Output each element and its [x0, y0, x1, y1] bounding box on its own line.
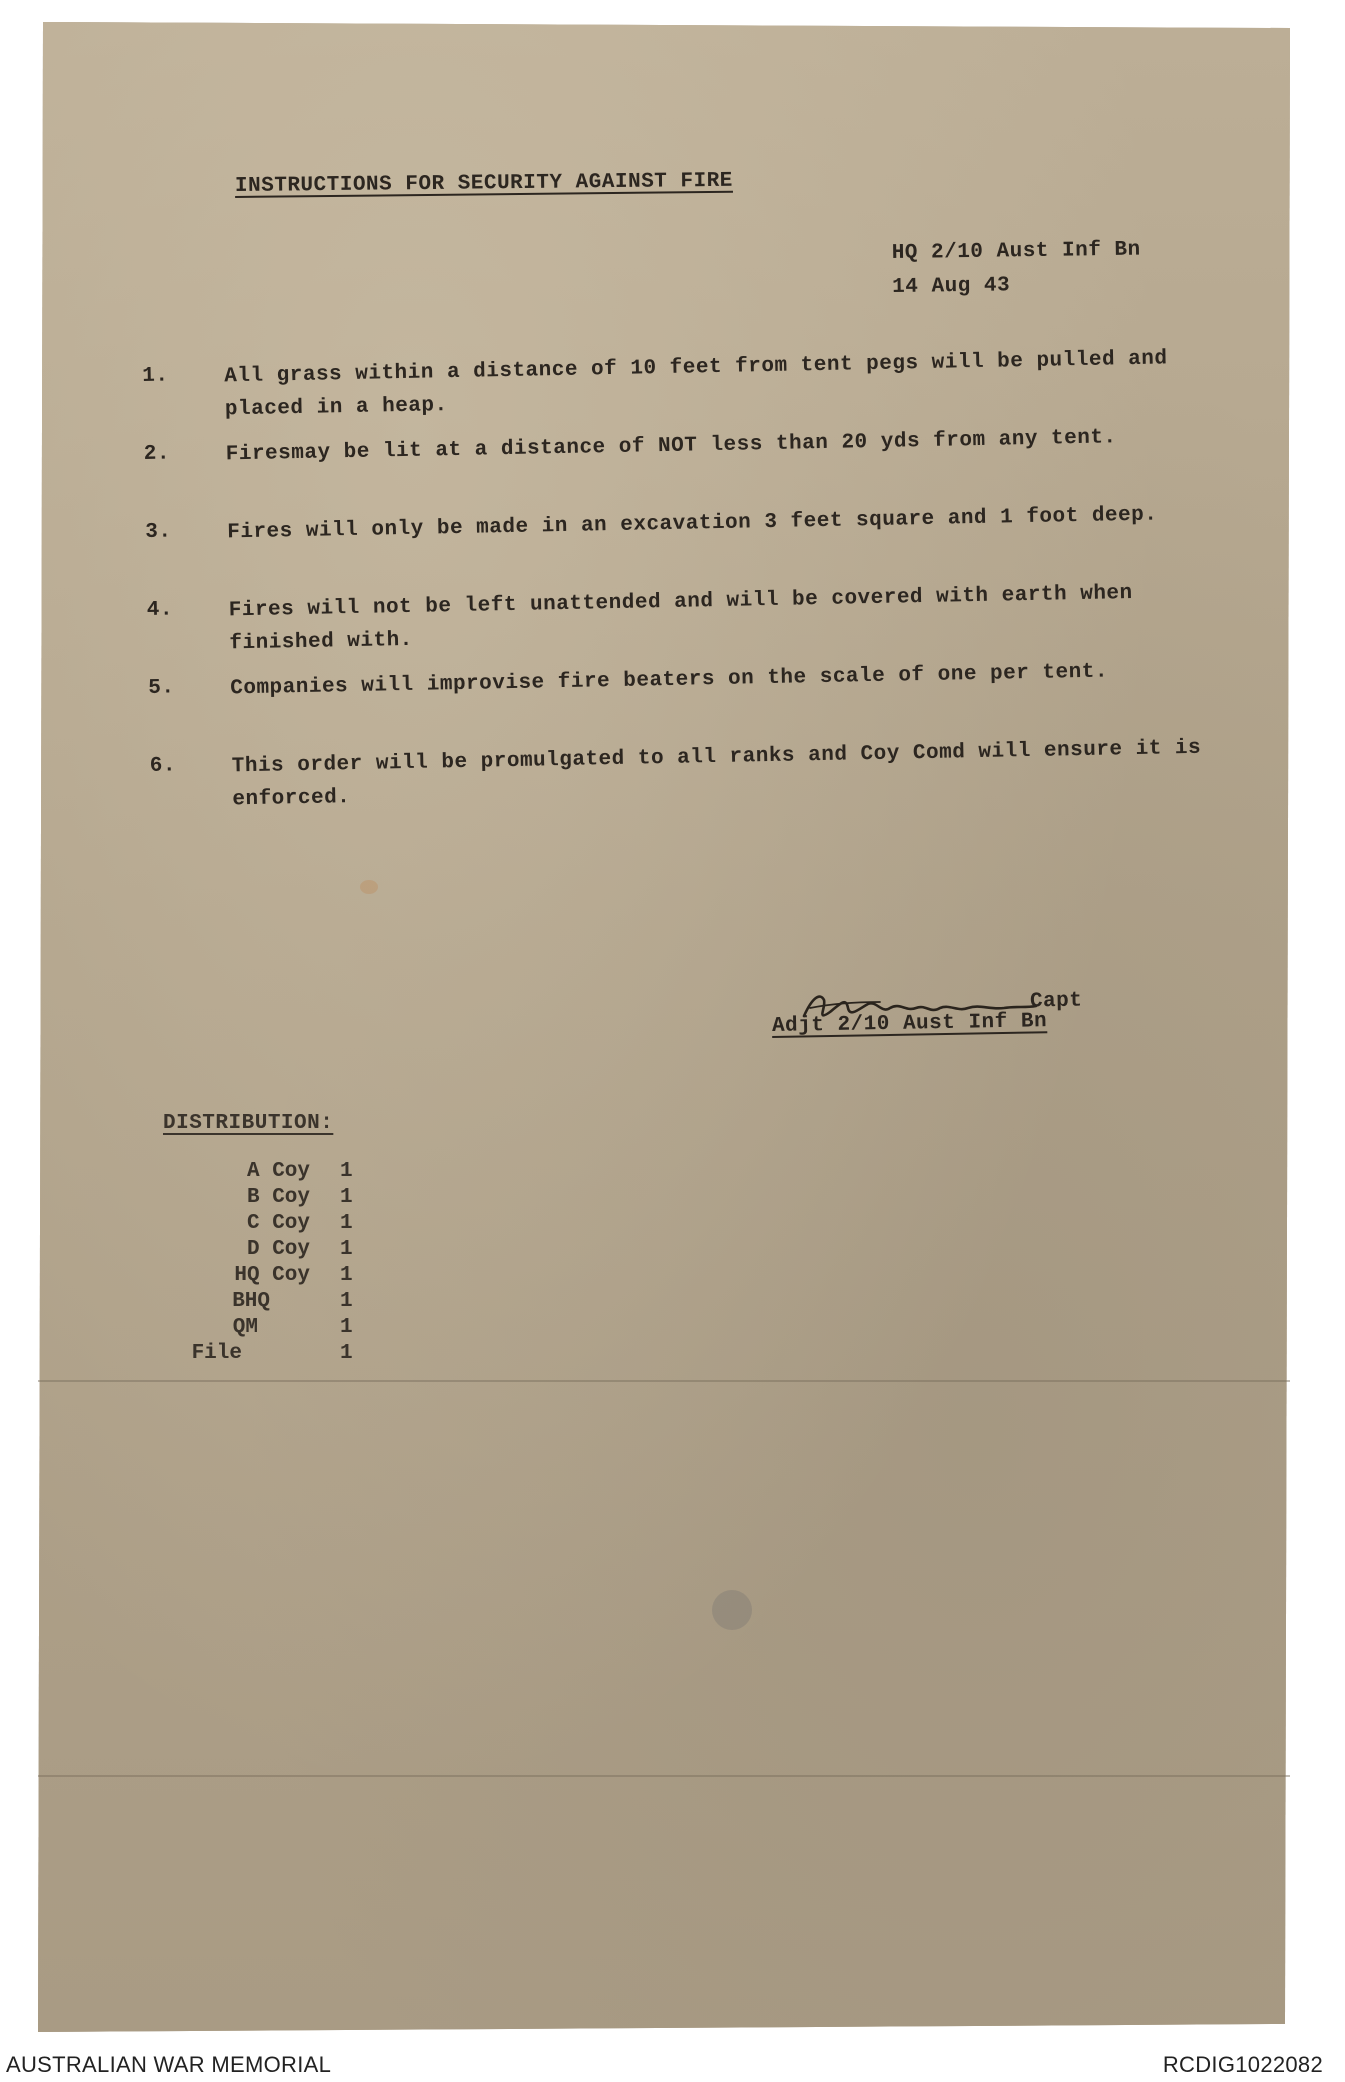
- item-text: All grass within a distance of 10 feet from tent pegs will be pulled and placed in a heap.: [224, 347, 1168, 422]
- distribution-row: [170, 1238, 370, 1264]
- distribution-qty: 1: [340, 1186, 353, 1209]
- item-text: Fires will not be left unattended and will be covered with earth when finished with.: [228, 582, 1133, 656]
- ink-smudge: [712, 1590, 752, 1630]
- distribution-recipient: B Coy: [246, 1186, 310, 1209]
- distribution-qty: 1: [340, 1290, 353, 1313]
- document-title: INSTRUCTIONS FOR SECURITY AGAINST FIRE: [234, 169, 733, 198]
- distribution-qty: 1: [340, 1316, 353, 1339]
- distribution-recipient: File: [191, 1342, 242, 1365]
- instruction-list: [142, 341, 1241, 830]
- distribution-recipient: A Coy: [246, 1160, 310, 1183]
- distribution-qty: 1: [340, 1264, 353, 1287]
- distribution-qty: 1: [340, 1238, 353, 1261]
- item-text: Companies will improvise fire beaters on the scale of one per tent.: [230, 660, 1109, 701]
- document-page: [38, 22, 1290, 2032]
- distribution-row: [170, 1342, 370, 1368]
- item-text: This order will be promulgated to all ranks and Coy Comd will ensure it is enforced.: [231, 736, 1202, 812]
- distribution-recipient: QM: [232, 1316, 258, 1339]
- item-number: 2.: [143, 442, 171, 466]
- distribution-recipient: D Coy: [246, 1238, 310, 1261]
- item-text: Firesmay be lit at a distance of NOT less than 20 yds from any tent.: [225, 426, 1117, 467]
- signature-appointment: Adjt 2/10 Aust Inf Bn: [771, 1010, 1048, 1038]
- header-unit: HQ 2/10 Aust Inf Bn: [891, 238, 1141, 266]
- item-number: 1.: [142, 364, 169, 388]
- distribution-row: [170, 1186, 370, 1212]
- distribution-recipient: HQ Coy: [234, 1264, 310, 1287]
- fold-line: [38, 1775, 1290, 1777]
- distribution-row: [170, 1264, 370, 1290]
- document-header: [892, 234, 1142, 305]
- item-number: 6.: [149, 754, 177, 778]
- distribution-qty: 1: [340, 1212, 353, 1235]
- signature-rank: Capt: [1029, 989, 1083, 1014]
- item-number: 4.: [146, 598, 174, 622]
- distribution-heading: DISTRIBUTION:: [163, 1112, 334, 1135]
- item-number: 5.: [148, 676, 175, 700]
- distribution-row: [170, 1316, 370, 1342]
- archive-id: RCDIG1022082: [1162, 2052, 1323, 2077]
- distribution-list: [170, 1160, 370, 1368]
- item-number: 3.: [145, 520, 172, 544]
- distribution-row: [170, 1212, 370, 1238]
- distribution-row: [170, 1160, 370, 1186]
- ink-smudge: [360, 880, 378, 894]
- distribution-recipient: C Coy: [246, 1212, 310, 1235]
- distribution-qty: 1: [340, 1160, 353, 1183]
- distribution-row: [170, 1290, 370, 1316]
- header-date: 14 Aug 43: [892, 274, 1011, 299]
- archive-credit: AUSTRALIAN WAR MEMORIAL: [6, 2052, 332, 2077]
- item-text: Fires will only be made in an excavation 3 feet square and 1 foot deep.: [227, 503, 1158, 545]
- distribution-recipient: BHQ: [232, 1290, 270, 1313]
- distribution-qty: 1: [340, 1342, 353, 1365]
- fold-line: [38, 1380, 1290, 1382]
